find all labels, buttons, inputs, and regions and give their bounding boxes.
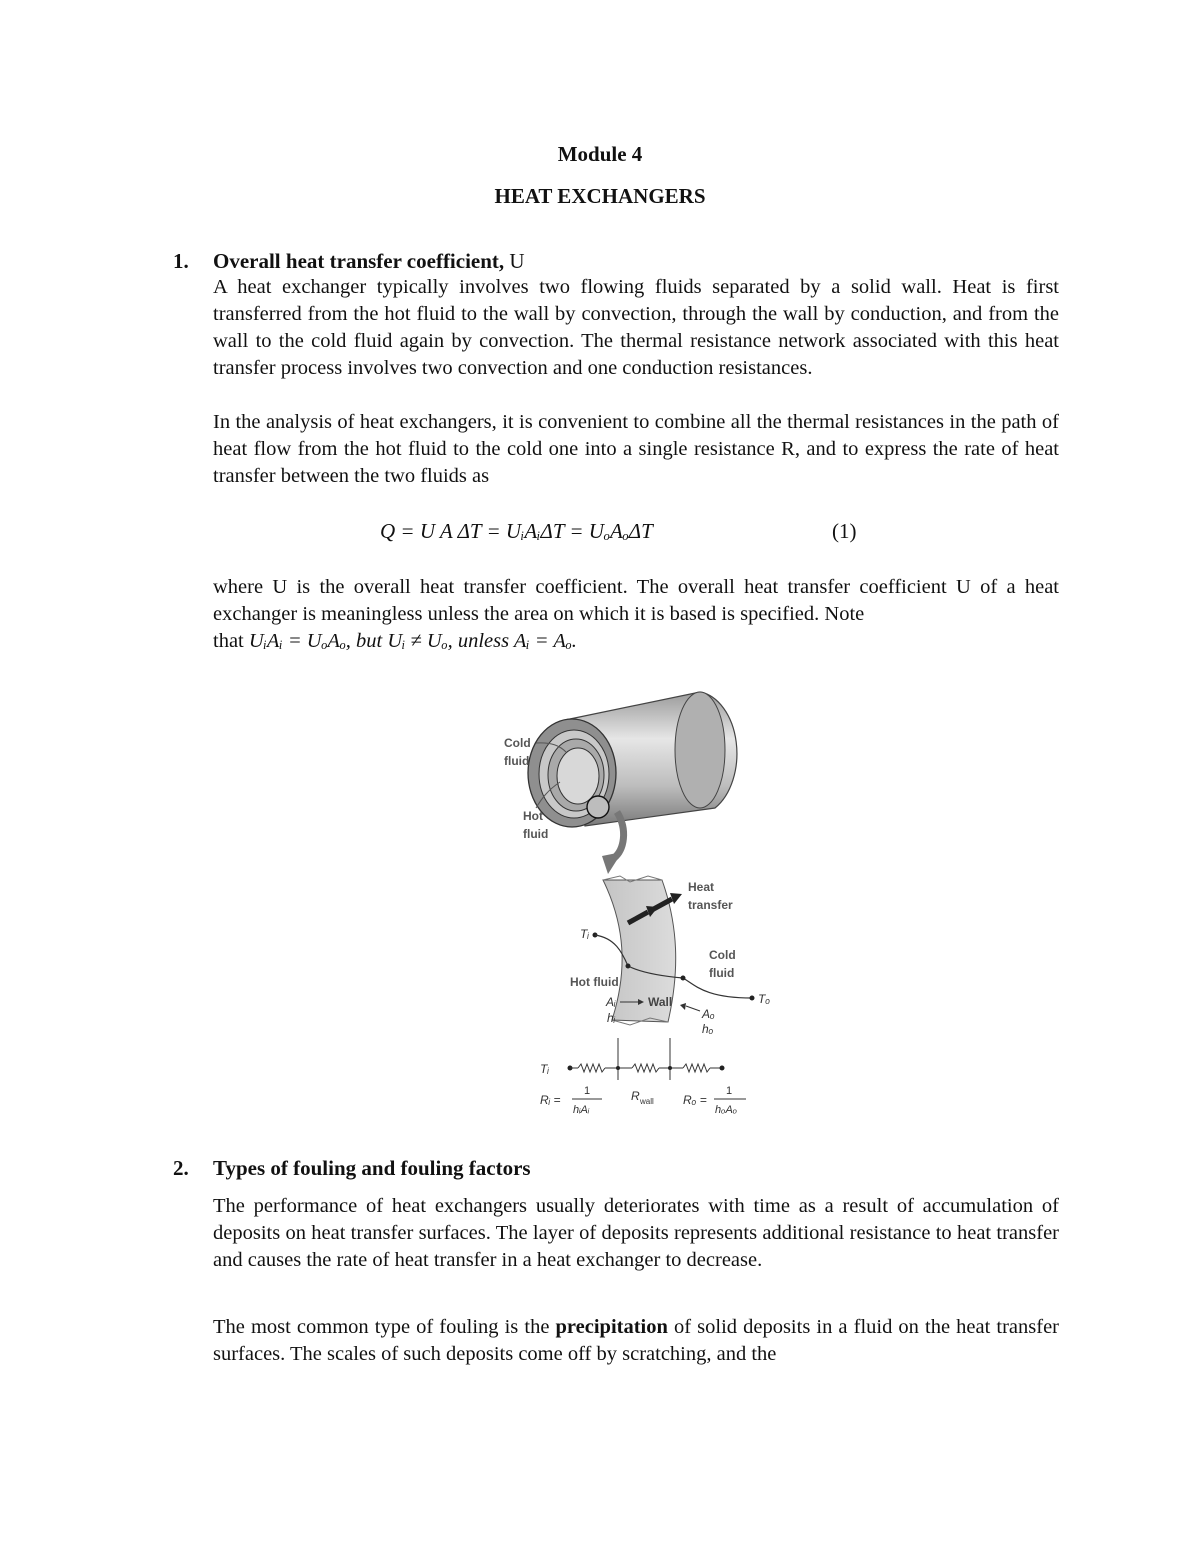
label-hi: hᵢ — [607, 1011, 616, 1025]
label-ai: Aᵢ — [606, 995, 616, 1009]
section-1-heading — [173, 249, 525, 274]
section-1-title: Overall heat transfer coefficient, — [213, 249, 505, 273]
section-1-paragraph-2: In the analysis of heat exchangers, it is convenient to combine all the thermal resistances in the path of heat flow from the hot fluid to the cold one into a single resistance R, and to express the rate of heat transfer between the two fluids as — [213, 411, 1059, 487]
page-title: HEAT EXCHANGERS — [494, 184, 706, 208]
section-2-heading — [173, 1156, 531, 1181]
equation-1-number: (1) — [832, 519, 857, 543]
label-ri-numerator: 1 — [584, 1085, 591, 1097]
pipe-drawing — [528, 692, 737, 827]
note-math: UᵢAᵢ = UₒAₒ, but Uᵢ ≠ Uₒ, unless Aᵢ = Aₒ. — [248, 630, 577, 652]
section-1-note — [213, 628, 1059, 655]
label-ro: Rₒ = — [683, 1093, 707, 1107]
label-ti-network: Tᵢ — [540, 1062, 549, 1076]
section-2-number: 2. — [173, 1156, 189, 1180]
section-1-paragraph-1: A heat exchanger typically involves two flowing fluids separated by a solid wall. Heat is first transferred from the hot fluid to the wall by convection, through the wall by conduction, and from the wall to the cold fluid again by convection. The thermal resistance network associated with this heat transfer process involves two convection and one conduction resistances. — [213, 276, 1059, 379]
label-cold-fluid: Cold fluid — [504, 736, 531, 768]
label-ao: Aₒ — [702, 1007, 715, 1021]
label-to: Tₒ — [758, 992, 771, 1006]
label-rwall-sub: wall — [640, 1097, 654, 1106]
section-1-number: 1. — [173, 249, 189, 273]
module-label: Module 4 — [557, 142, 643, 166]
resistance-network — [568, 1038, 725, 1080]
note-prefix: that — [213, 630, 244, 652]
label-ri: Rᵢ = — [540, 1093, 561, 1107]
label-ro-denominator: hₒAₒ — [715, 1104, 738, 1116]
label-heat-transfer: Heat transfer — [688, 880, 733, 912]
label-hot-fluid: Hot fluid — [523, 809, 549, 841]
label-cold-fluid-outer: Cold fluid — [709, 948, 736, 980]
label-ro-numerator: 1 — [726, 1085, 733, 1097]
equation-1: Q = U A ΔT = UᵢAᵢΔT = UₒAₒΔT — [380, 519, 653, 543]
section-2-paragraph-2 — [213, 1314, 1059, 1368]
label-rwall: R — [631, 1089, 640, 1103]
section-2-paragraph-1: The performance of heat exchangers usually deteriorates with time as a result of accumulation of deposits on heat transfer surfaces. The layer of deposits represents additional resistance to heat transfer and causes the rate of heat transfer in a heat exchanger to decrease. — [213, 1195, 1059, 1271]
para2-end: of solid deposits in a fluid on the heat transfer surfaces. The scales of such deposits come off by scratching, and the — [213, 1316, 1059, 1365]
section-1-paragraph-3: where U is the overall heat transfer coefficient. The overall heat transfer coefficient U of a heat exchanger is meaningless unless the area on which it is based is specified. Note — [213, 576, 1059, 625]
heat-exchanger-figure — [490, 680, 790, 1130]
label-ho: hₒ — [702, 1022, 714, 1036]
label-ri-denominator: hᵢAᵢ — [573, 1104, 590, 1116]
para2-bold: precipitation — [555, 1316, 668, 1338]
para2-start: The most common type of fouling is the — [213, 1316, 550, 1338]
label-wall: Wall — [648, 995, 673, 1009]
section-2-title: Types of fouling and fouling factors — [213, 1156, 531, 1180]
label-hot-fluid-inner: Hot fluid — [570, 975, 619, 989]
section-1-symbol: U — [509, 249, 525, 273]
label-ti: Tᵢ — [580, 927, 589, 941]
